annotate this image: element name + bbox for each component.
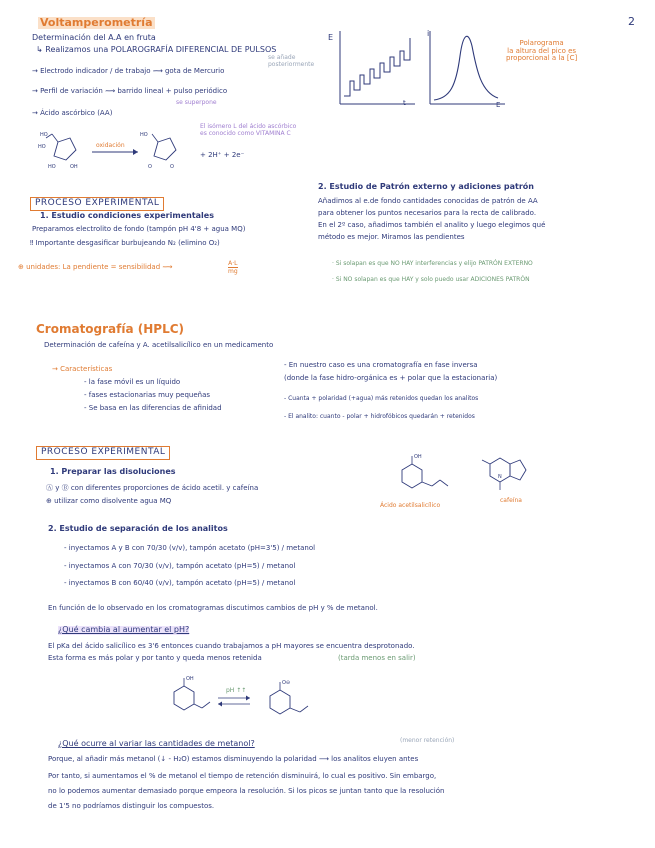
patron-line4: método es mejor. Miramos las pendientes [318, 233, 465, 241]
svg-text:OH: OH [186, 676, 194, 682]
volt-bullet3: → Ácido ascórbico (AA) [32, 109, 113, 117]
step1-line2: ‼ Importante desgasificar burbujeando N₂ (elimino O₂) [30, 239, 220, 247]
svg-text:HO: HO [38, 144, 46, 150]
volt-side-note: se añade posteriormente [268, 54, 315, 68]
unit-denominator: mg [228, 268, 238, 276]
svg-text:HO: HO [40, 132, 48, 138]
unit-numerator: A·L [228, 260, 238, 267]
axis-label-t: t [403, 99, 406, 107]
polarogram-note: Polarograma la altura del pico es proporcional a la [C] [506, 39, 578, 63]
q1-line2: Esta forma es más polar y por tanto y queda menos retenida [48, 654, 262, 662]
caffeine-structure [478, 448, 548, 498]
question-metanol: ¿Qué ocurre al variar las cantidades de metanol? [58, 739, 255, 748]
q1-line2-note: (tarda menos en salir) [338, 654, 416, 662]
svg-text:O⊖: O⊖ [282, 680, 291, 686]
step1-line1: Preparamos electrolito de fondo (tampón pH 4'8 + agua MQ) [32, 225, 246, 233]
axis-label-E2: E [496, 101, 501, 109]
hplc-car1: - la fase móvil es un líquido [84, 378, 181, 386]
svg-text:O: O [170, 164, 174, 170]
hplc-r3: - Cuanta + polaridad (+agua) más retenidos quedan los analitos [284, 395, 479, 402]
conclusion: En función de lo observado en los cromatogramas discutimos cambios de pH y % de metanol. [48, 604, 378, 612]
s2-title: 2. Estudio de separación de los analitos [48, 524, 228, 533]
svg-text:OH: OH [414, 454, 422, 460]
volt-line2: ↳ Realizamos una POLAROGRAFÍA DIFERENCIAL DE PULSOS [36, 45, 277, 54]
axis-label-E: E [328, 33, 334, 42]
proceso-experimental-header-2: PROCESO EXPERIMENTAL [36, 446, 170, 460]
hplc-car3: - Se basa en las diferencias de afinidad [84, 404, 222, 412]
hplc-subtitle: Determinación de cafeína y A. acetilsalicílico en un medicamento [44, 341, 274, 349]
step1-line3: ⊕ unidades: La pendiente = sensibilidad ⟿ [18, 263, 173, 271]
hplc-r4: - El analito: cuanto - polar + hidrofóbicos quedarán + retenidos [284, 413, 475, 420]
page-number: 2 [628, 15, 635, 28]
patron-note2: · Si NO solapan es que HAY y solo puedo usar ADICIONES PATRÓN [332, 276, 530, 283]
reaction-products: + 2H⁺ + 2e⁻ [200, 151, 245, 159]
patron-line1: Añadimos al e.de fondo cantidades conocidas de patrón de AA [318, 197, 538, 205]
hplc-r2: (donde la fase hidro-orgánica es + polar que la estacionaria) [284, 374, 498, 382]
volt-side-note2: se superpone [176, 99, 217, 106]
volt-bullet2: → Perfil de variación ⟿ barrido lineal + pulso periódico [32, 87, 228, 95]
isomer-note: El isómero L del ácido ascórbico es conocido como VITAMINA C [200, 123, 297, 137]
patron-title: 2. Estudio de Patrón externo y adiciones patrón [318, 182, 534, 191]
polarogram-graph [420, 26, 510, 111]
section-title-hplc: Cromatografía (HPLC) [36, 322, 185, 336]
volt-line1: Determinación del A.A en fruta [32, 33, 156, 42]
svg-text:HO: HO [140, 132, 148, 138]
patron-line3: En el 2º caso, añadimos también el analito y luego elegimos qué [318, 221, 546, 229]
s2-line1: - inyectamos A y B con 70/30 (v/v), tampón acetato (pH=3'5) / metanol [64, 544, 316, 552]
svg-text:HO: HO [48, 164, 56, 170]
mol2-label: cafeína [500, 497, 522, 504]
hplc-car-head: → Características [52, 365, 113, 373]
svg-text:N: N [498, 474, 502, 480]
menor-retencion-note: (menor retención) [400, 737, 455, 744]
s1-title: 1. Preparar las disoluciones [50, 467, 176, 476]
s1-line1: Ⓐ y Ⓑ con diferentes proporciones de ácido acetil. y cafeína [46, 484, 259, 492]
svg-text:OH: OH [70, 164, 78, 170]
s2-line2: - inyectamos A con 70/30 (v/v), tampón acetato (pH=5) / metanol [64, 562, 296, 570]
hplc-r1: - En nuestro caso es una cromatografía en fase inversa [284, 361, 478, 369]
reaction-label: oxidación [96, 142, 125, 149]
volt-bullet1: → Electrodo indicador / de trabajo ⟿ gota de Mercurio [32, 67, 225, 75]
q2-line4: de 1'5 no podríamos distinguir los compuestos. [48, 802, 215, 810]
s2-line3: - inyectamos B con 60/40 (v/v), tampón acetato (pH=5) / metanol [64, 579, 296, 587]
question-ph: ¿Qué cambia al aumentar el pH? [58, 625, 190, 634]
deprotonation-reaction [160, 672, 330, 728]
hplc-car2: - fases estacionarias muy pequeñas [84, 391, 211, 399]
proceso-experimental-header-1: PROCESO EXPERIMENTAL [30, 197, 164, 211]
unit-fraction [228, 260, 238, 275]
q1-line1: El pKa del ácido salicílico es 3'6 entonces cuando trabajamos a pH mayores se encuentra desprotonado. [48, 642, 415, 650]
q2-line1: Porque, al añadir más metanol (↓ - H₂O) estamos disminuyendo la polaridad ⟶ los analitos eluyen antes [48, 755, 419, 763]
ascorbic-oxidation-reaction [36, 128, 206, 178]
patron-note1: · Si solapan es que NO HAY interferencias y elijo PATRÓN EXTERNO [332, 260, 533, 267]
ph-arrow-label: pH ↑↑ [226, 687, 247, 694]
staircase-pulse-graph [330, 26, 420, 111]
step1-title: 1. Estudio condiciones experimentales [40, 211, 214, 220]
acetylsalicylic-acid-structure [388, 452, 458, 500]
s1-line2: ⊕ utilizar como disolvente agua MQ [46, 497, 172, 505]
q2-line3: no lo podemos aumentar demasiado porque empeora la resolución. Si los picos se juntan tanto que la resolución [48, 787, 445, 795]
axis-label-i: i [427, 29, 430, 38]
svg-text:O: O [148, 164, 152, 170]
patron-line2: para obtener los puntos necesarios para la recta de calibrado. [318, 209, 537, 217]
mol1-label: Ácido acetilsalicílico [380, 502, 441, 509]
q2-line2: Por tanto, si aumentamos el % de metanol el tiempo de retención disminuirá, lo cual es positivo. Sin embargo, [48, 772, 437, 780]
section-title-voltamperometria: Voltamperometría [40, 16, 153, 29]
